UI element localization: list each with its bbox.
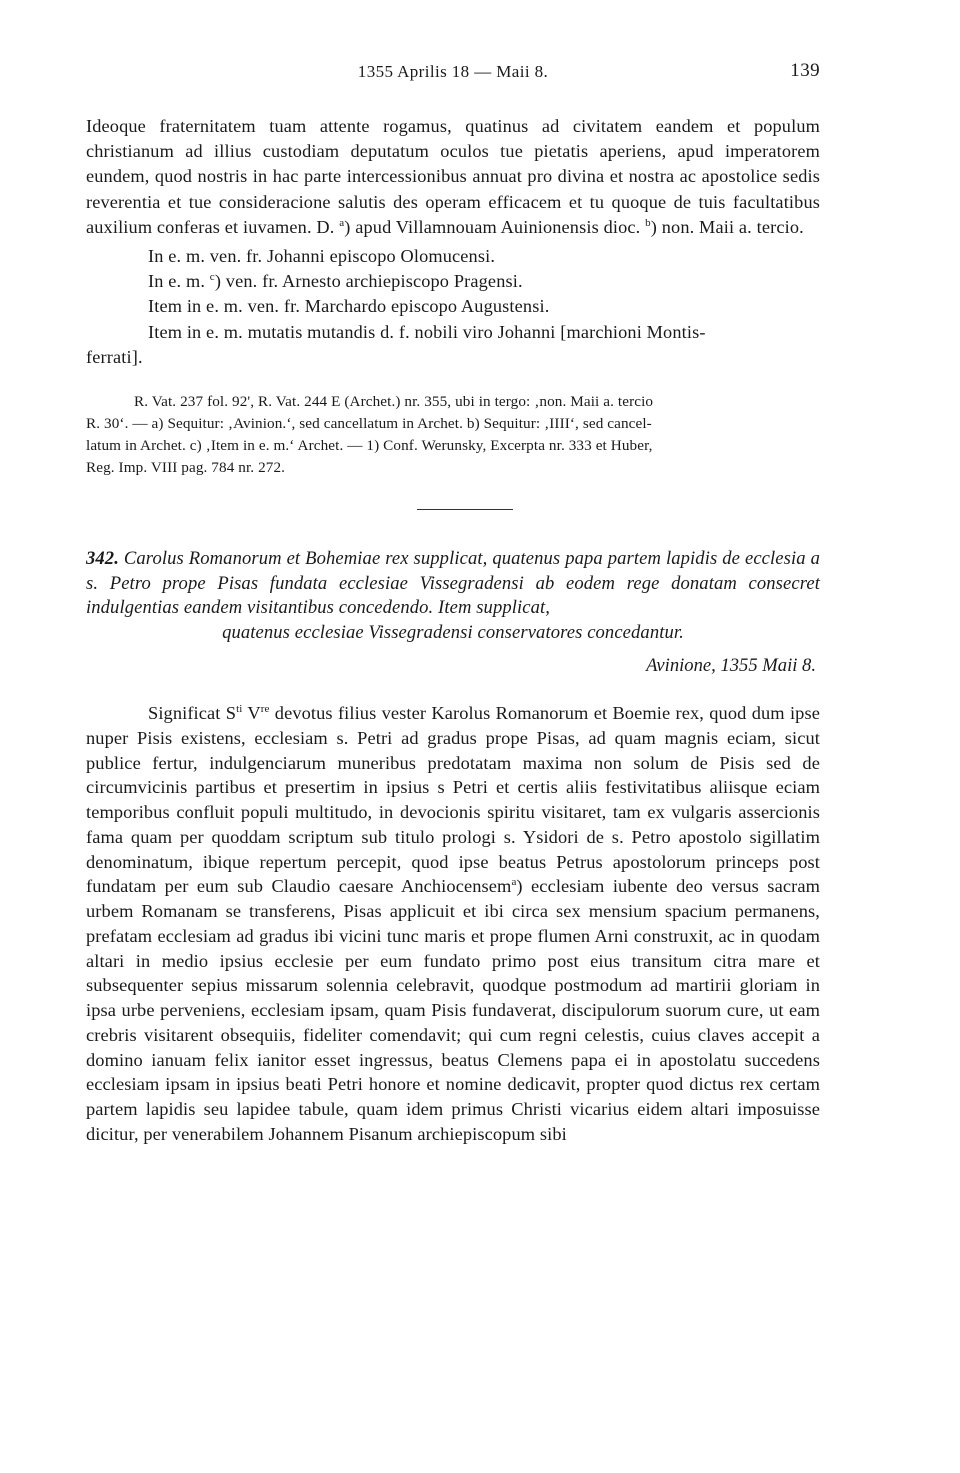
- body-text-c: devotus filius vester Karolus Romanorum et Boemie rex, quod dum ipse nuper Pisis existens, ecclesiam s. Petri ad gradus prope Pisas, ad quam magnis eciam, sicut publice fertur, indulgenciarum muneribus predotatam maxima non solum de Pisis sed de circumvicinis partibus et presertim in ipsius s Petri et certis aliis festivitatibus aliisque eciam temporibus confluit populi multitudo, in devocionis spiritu visitaret, tam ex vulgaris assercionis fama quam per quoddam scriptum sub titulo prologi s. Ysidori de s. Petro apostolo sigillatim denominatum, ibique repertum percepit, quod ipse beatus Petrus apostolorum princeps post fundatam per eum sub Claudio caesare Anchiocensem: [86, 703, 820, 897]
- page-number: 139: [790, 60, 820, 81]
- note-line-2: R. 30‘. — a) Sequitur: ‚Avinion.‘, sed cancellatum in Archet. b) Sequitur: ‚IIII‘, sed cancel-: [86, 415, 652, 433]
- note-line-3: latum in Archet. c) ‚Item in e. m.‘ Archet. — 1) Conf. Werunsky, Excerpta nr. 333 et Huber,: [86, 437, 653, 455]
- footnote-mark-c: c: [209, 271, 215, 284]
- page: [86, 58, 820, 1147]
- note-line-4: Reg. Imp. VIII pag. 784 nr. 272.: [86, 459, 286, 477]
- running-head-title: 1355 Aprilis 18 — Maii 8.: [357, 62, 549, 81]
- footnote-mark-body-a: a: [511, 876, 517, 889]
- body-text-b: V: [242, 703, 261, 724]
- body-text-a: Significat S: [148, 703, 237, 724]
- letter-line-2-post: ven. fr. Arnesto archiepiscopo Pragensi.: [225, 271, 523, 292]
- top-paragraph: Ideoque fraternitatem tuam attente rogamus, quatinus ad civitatem eandem et populum christianum ad illius custodiam deputatum oculos tue pietatis aperiens, apud imperatorem eundem, quod nostris in hac parte intercessionibus annuat pro divina et nostra ac apostolice sedis reverentia et tue consideracione salutis des operam efficacem et tu quoque de tuis facultatibus auxilium conferas et iuvamen. D. $^a$) apud Villamnouam Auinionensis dioc. $^b$) non. Maii a. tercio.: [86, 116, 820, 237]
- body-text-d: ) ecclesiam iubente deo versus sacram urbem Romanam se transferens, Pisas applicuit et ibi circa sex mensium spacium permanens, prefatam ecclesiam ad gradus ibi vicini tunc maris et prope flumen Arni construxit, ac in quodam altari in medio ipsius ecclesie per eum fundato primo post eius transitum citra mare et subsequenter sepius missarum solennia celebravit, quodque postmodum ad martirii gloriam in ipsa urbe perveniens, ecclesiam ipsam, quam Pisis fundaverat, discipulorum suorum cure, ut eam crebris visitarent obsequiis, fideliter comendavit; qui cum regni celestis, cuius claves accepit a domino ianuam felix ianitor esset ingressus, beatus Clemens papa ei in apostolatu succedens ecclesiam ipsam in ipsius beati Petri honore et nomine dedicavit, propter quod dictus rex certam partem lapidis seu lapidee tabule, quam idem primus Christi vicarius eidem altari imposuisse dicitur, per venerabilem Johannem Pisanum archiepiscopum sibi: [86, 876, 820, 1144]
- letter-line-3: Item in e. m. ven. fr. Marchardo episcopo Augustensi.: [148, 296, 550, 317]
- dating-prefix: D.: [316, 216, 335, 237]
- document-number: 342.: [86, 548, 119, 570]
- letter-list: [86, 244, 820, 370]
- document-summary: [86, 547, 820, 645]
- section-divider: [417, 509, 513, 510]
- superscript-ti: ti: [236, 702, 243, 715]
- letter-line-4-tail: ferrati].: [86, 346, 143, 367]
- running-head: [86, 58, 820, 90]
- letter-line-2: In e. m. $^c$) ven. fr. Arnesto archiepiscopo Pragensi.: [148, 271, 523, 292]
- body-text: [86, 701, 820, 1147]
- dating-place: apud Villamnouam Auinionensis dioc.: [355, 216, 641, 237]
- footnote-mark-b: b: [645, 216, 651, 229]
- note-line-1: R. Vat. 237 fol. 92', R. Vat. 244 E (Archet.) nr. 355, ubi in tergo: ‚non. Maii a. tercio: [134, 393, 654, 411]
- letter-line-2-pre: In e. m.: [148, 271, 206, 292]
- dateline: Avinione, 1355 Maii 8.: [646, 655, 816, 677]
- superscript-re: re: [260, 702, 270, 715]
- top-paragraph-text: Ideoque fraternitatem tuam attente rogamus, quatinus ad civitatem eandem et populum christianum ad illius custodiam deputatum oculos tue pietatis aperiens, apud imperatorem eundem, quod nostris in hac parte intercessionibus annuat pro divina et nostra ac apostolice sedis reverentia et tue consideracione salutis des operam efficacem et tu quoque de tuis facultatibus auxilium conferas et iuvamen.: [86, 116, 820, 237]
- footnote-mark-a: a: [339, 216, 345, 229]
- dating-date: non. Maii a. tercio.: [661, 216, 804, 237]
- letter-line-4: Item in e. m. mutatis mutandis d. f. nobili viro Johanni [marchioni Montis-: [148, 321, 706, 342]
- body-paragraph: [86, 701, 820, 1147]
- document-summary-text: Carolus Romanorum et Bohemiae rex supplicat, quatenus papa partem lapidis de ecclesia a s. Petro prope Pisas fundata ecclesiae Vissegradensi ab eodem rege donatam consecret indulgentias eandem visitantibus concedendo. Item supplicat,: [86, 548, 820, 619]
- document-summary-last-line: quatenus ecclesiae Vissegradensi conservatores concedantur.: [222, 621, 684, 643]
- letter-line-1: In e. m. ven. fr. Johanni episcopo Olomucensi.: [148, 246, 496, 267]
- apparatus-notes: [86, 391, 820, 479]
